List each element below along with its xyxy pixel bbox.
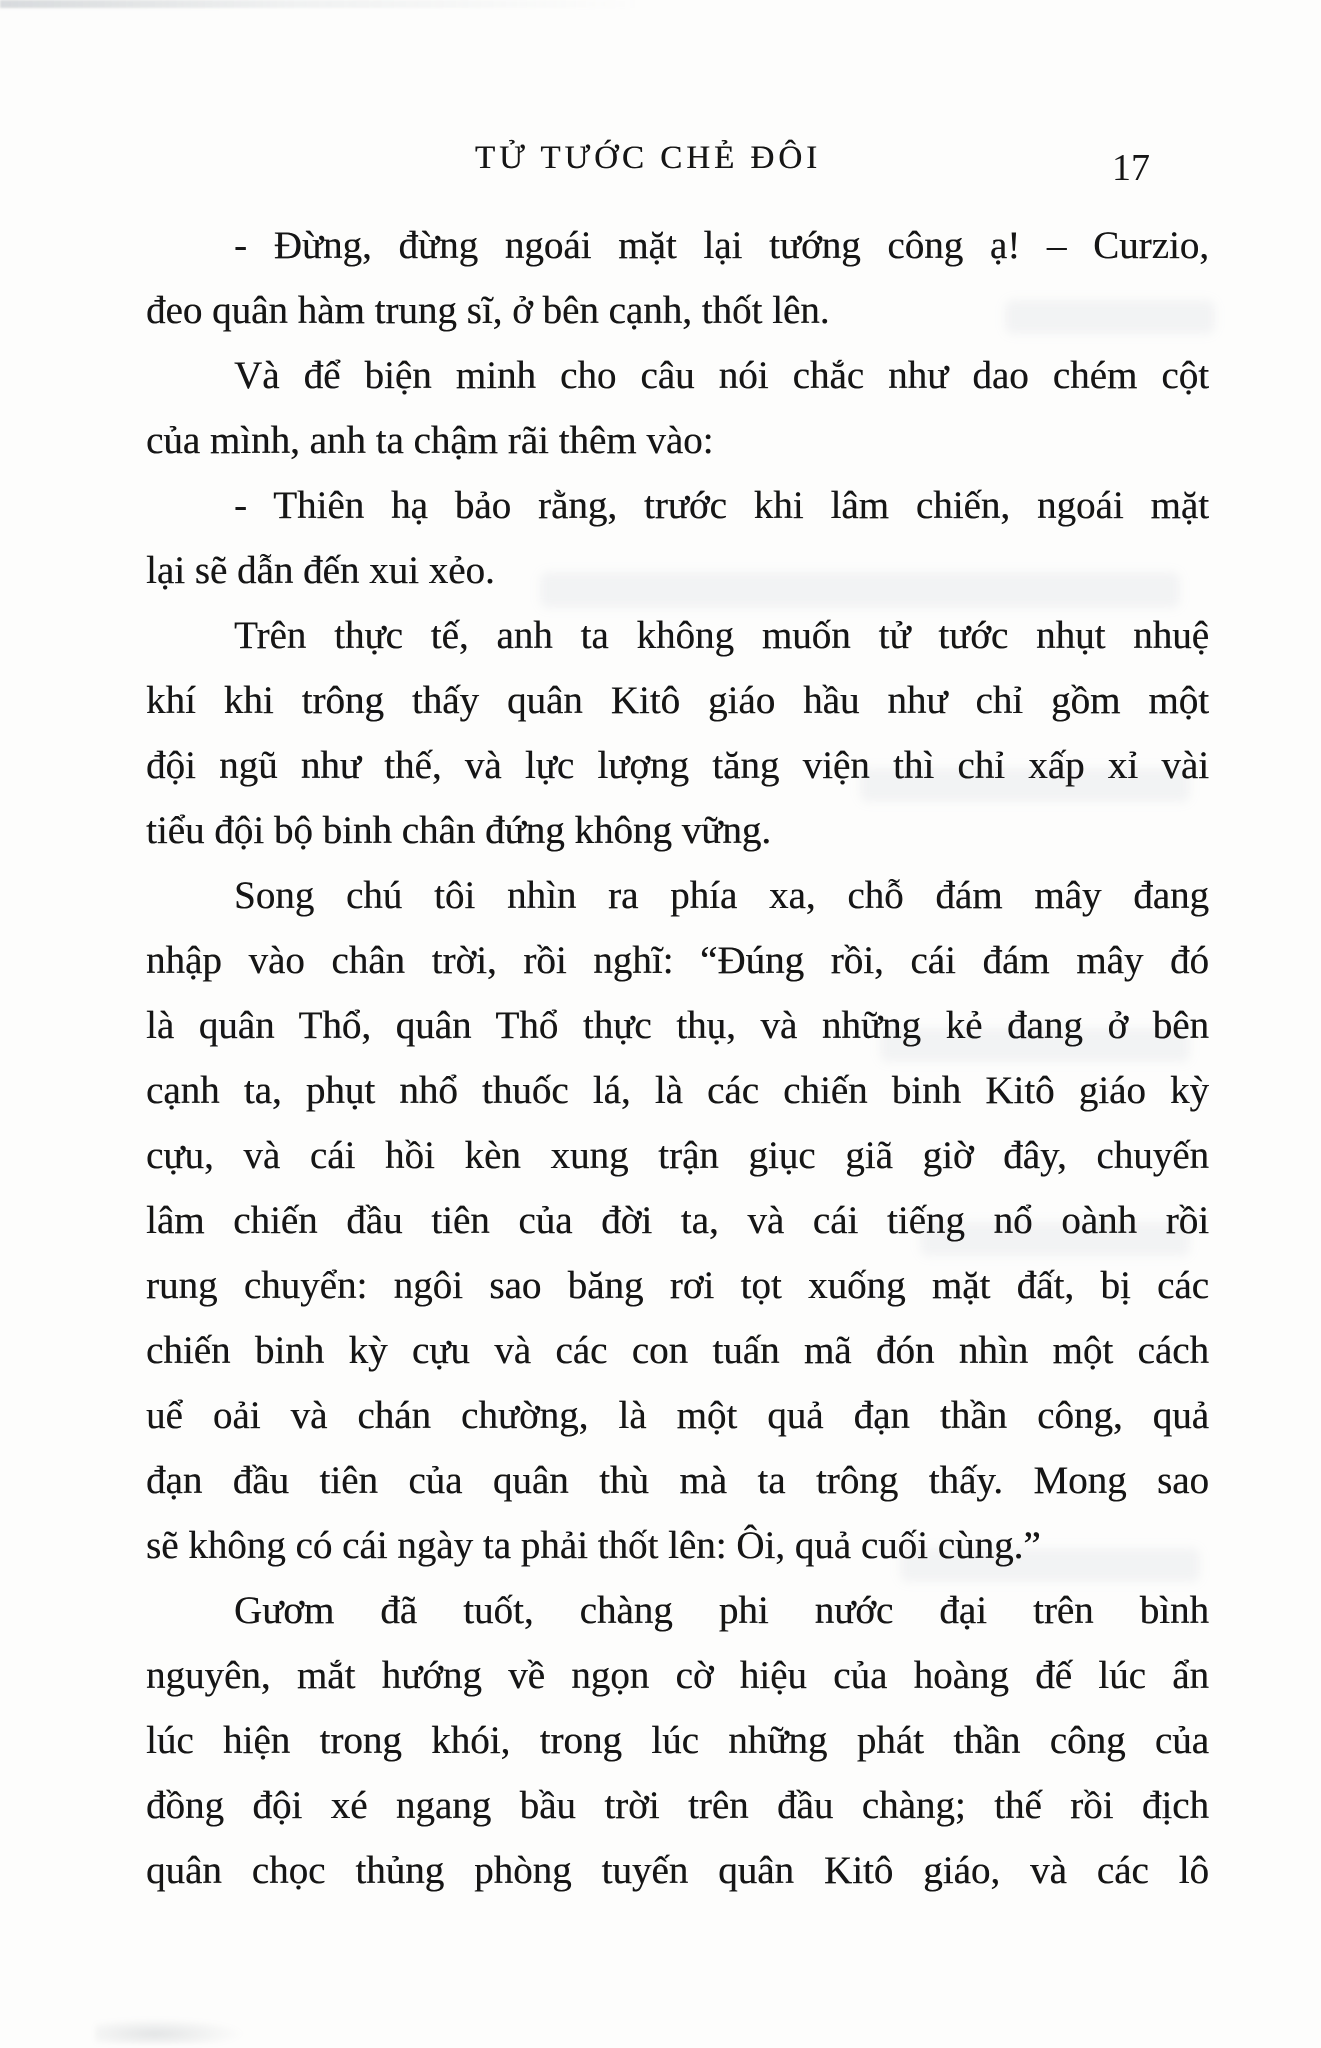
scan-artifact-top: [0, 0, 640, 8]
text-line: đồng đội xé ngang bầu trời trên đầu chàng; thế rồi địch: [146, 1784, 1209, 1827]
page-number: 17: [1112, 147, 1150, 189]
text-line: nguyên, mắt hướng về ngọn cờ hiệu của hoàng đế lúc ẩn: [146, 1654, 1209, 1697]
text-line: lại sẽ dẫn đến xui xẻo.: [146, 549, 495, 592]
text-line: lâm chiến đầu tiên của đời ta, và cái tiếng nổ oành rồi: [146, 1199, 1209, 1242]
text-line: nhập vào chân trời, rồi nghĩ: “Đúng rồi, cái đám mây đó: [146, 939, 1209, 982]
text-line: rung chuyển: ngôi sao băng rơi tọt xuống mặt đất, bị các: [146, 1264, 1209, 1307]
text-line: khí khi trông thấy quân Kitô giáo hầu như chỉ gồm một: [146, 679, 1209, 722]
text-line: đạn đầu tiên của quân thù mà ta trông thấy. Mong sao: [146, 1459, 1209, 1502]
text-line: lúc hiện trong khói, trong lúc những phát thần công của: [146, 1719, 1209, 1762]
page-body: [146, 213, 1209, 1903]
text-line: đội ngũ như thế, và lực lượng tăng viện thì chỉ xấp xỉ vài: [146, 744, 1209, 787]
text-line: sẽ không có cái ngày ta phải thốt lên: Ôi, quả cuối cùng.”: [146, 1524, 1041, 1567]
text-line: quân chọc thủng phòng tuyến quân Kitô giáo, và các lô: [146, 1849, 1209, 1892]
text-line: chiến binh kỳ cựu và các con tuấn mã đón nhìn một cách: [146, 1329, 1209, 1372]
scan-artifact-bottom: [95, 2018, 245, 2044]
text-line: Gươm đã tuốt, chàng phi nước đại trên bình: [234, 1589, 1209, 1632]
text-line: cựu, và cái hồi kèn xung trận giục giã giờ đây, chuyến: [146, 1134, 1209, 1177]
text-line: cạnh ta, phụt nhổ thuốc lá, là các chiến binh Kitô giáo kỳ: [146, 1069, 1209, 1112]
chapter-title: TỬ TƯỚC CHẺ ĐÔI: [474, 140, 822, 176]
text-line: là quân Thổ, quân Thổ thực thụ, và những kẻ đang ở bên: [146, 1004, 1209, 1047]
text-line: Song chú tôi nhìn ra phía xa, chỗ đám mây đang: [234, 874, 1209, 917]
text-line: đeo quân hàm trung sĩ, ở bên cạnh, thốt lên.: [146, 289, 830, 332]
text-line: - Đừng, đừng ngoái mặt lại tướng công ạ! – Curzio,: [234, 224, 1209, 267]
text-line: Và để biện minh cho câu nói chắc như dao chém cột: [234, 354, 1209, 397]
text-line: uể oải và chán chường, là một quả đạn thần công, quả: [146, 1394, 1209, 1437]
text-line: tiểu đội bộ binh chân đứng không vững.: [146, 809, 772, 852]
text-line: - Thiên hạ bảo rằng, trước khi lâm chiến, ngoái mặt: [234, 484, 1209, 527]
text-line: Trên thực tế, anh ta không muốn tử tước nhụt nhuệ: [234, 614, 1209, 657]
text-line: của mình, anh ta chậm rãi thêm vào:: [146, 419, 714, 462]
